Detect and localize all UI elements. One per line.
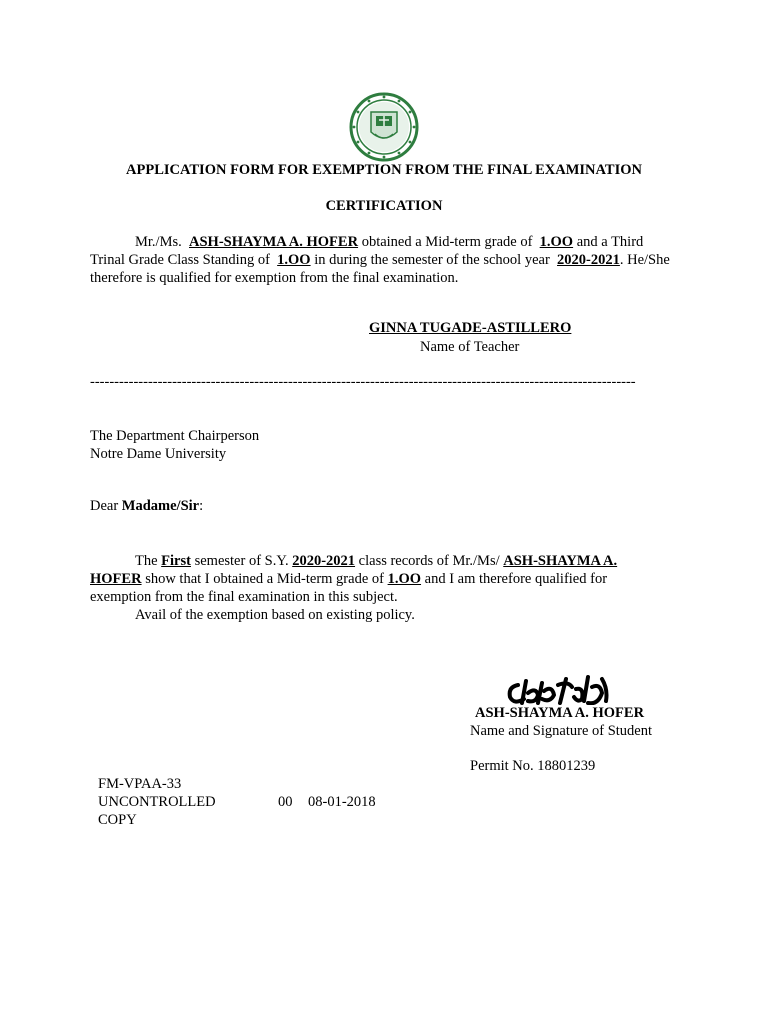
salutation <box>90 498 203 515</box>
t3: show that I obtained a Mid-term grade of <box>145 571 384 587</box>
separator-line: ----------------------------------------------------------------------------------------------------------------- <box>90 374 636 390</box>
student-signature <box>474 657 646 705</box>
copy-label: COPY <box>98 812 137 828</box>
salutation-prefix: Dear <box>90 498 119 514</box>
revision-number: 00 <box>278 794 293 810</box>
section-heading-certification: CERTIFICATION <box>325 198 443 214</box>
address-line-2: Notre Dame University <box>90 446 227 462</box>
permit-number: Permit No. 18801239 <box>470 758 596 774</box>
salutation-suffix: : <box>199 498 204 514</box>
request-grade: 1.OO <box>387 571 422 587</box>
text2: and a Third Trinal Grade Class Standing of <box>90 234 644 268</box>
document-status: UNCONTROLLED <box>98 794 216 810</box>
recipient-address <box>90 427 259 463</box>
school-year: 2020-2021 <box>557 252 620 268</box>
request-school-year: 2020-2021 <box>292 553 356 569</box>
student-name-print: ASH-SHAYMA A. HOFER <box>475 705 645 721</box>
the: The <box>135 553 158 569</box>
t4: and I am therefore qualified for exemption from the final examination in this subject. <box>90 571 608 605</box>
student-caption: Name and Signature of Student <box>470 723 653 739</box>
effectivity-date: 08-01-2018 <box>308 794 376 810</box>
student-name: ASH-SHAYMA A. HOFER <box>189 234 359 250</box>
text1: obtained a Mid-term grade of <box>361 234 533 250</box>
prefix: Mr./Ms. <box>135 234 182 250</box>
text3: in during the semester of the school year <box>314 252 550 268</box>
certification-paragraph <box>90 233 680 287</box>
policy-line: Avail of the exemption based on existing policy. <box>135 607 415 623</box>
midterm-grade: 1.OO <box>539 234 574 250</box>
text5: He/She therefore is qualified for exemption from the final examination. <box>90 252 670 286</box>
class-standing: 1.OO <box>277 252 311 268</box>
salutation-recipient: Madame/Sir <box>121 498 200 514</box>
address-line-1: The Department Chairperson <box>90 428 260 444</box>
form-title: APPLICATION FORM FOR EXEMPTION FROM THE FINAL EXAMINATION <box>126 162 642 178</box>
request-paragraph <box>90 552 660 624</box>
t1: semester of S.Y. <box>194 553 289 569</box>
request-student-name: ASH-SHAYMA A. HOFER <box>90 553 618 587</box>
teacher-name: GINNA TUGADE-ASTILLERO <box>369 320 572 336</box>
text4: . <box>619 252 624 268</box>
teacher-caption: Name of Teacher <box>420 339 520 355</box>
form-code: FM-VPAA-33 <box>98 776 182 792</box>
semester: First <box>161 553 191 569</box>
university-seal-logo <box>349 92 419 162</box>
t2: class records of Mr./Ms/ <box>358 553 500 569</box>
